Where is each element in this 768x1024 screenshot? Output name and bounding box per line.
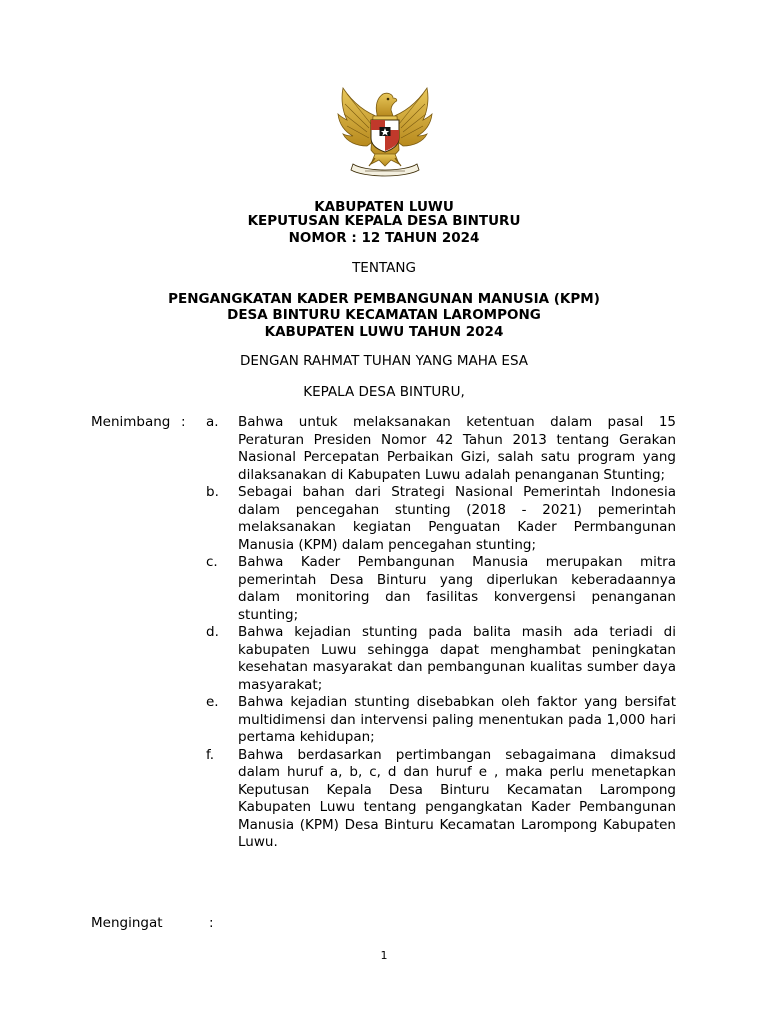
mengingat-colon: : [209,915,214,931]
menimbang-item-e [206,694,676,747]
item-text: Sebagai bahan dari Strategi Nasional Pemerintah Indonesia dalam pencegahan stunting (2018 - 2021) pemerintah melaksanakan kegiatan Penguatan Kader Permbangunan Manusia (KPM) dalam pencegahan stunting; [238,484,676,553]
subject-line-1: PENGANGKATAN KADER PEMBANGUNAN MANUSIA (KPM) [168,291,600,307]
garuda-pancasila-emblem-icon [335,84,435,178]
menimbang-list [206,414,676,852]
mengingat-label: Mengingat [91,915,163,931]
subject-line-2: DESA BINTURU KECAMATAN LAROMPONG [227,307,541,323]
item-text: Bahwa berdasarkan pertimbangan sebagaimana dimaksud dalam huruf a, b, c, d dan huruf e , maka perlu menetapkan Keputusan Kepala Desa Binturu Kecamatan Larompong Kabupaten Luwu tentang pengangkatan Kader Pembangunan Manusia (KPM) Desa Binturu Kecamatan Larompong Kabupaten Luwu. [238,746,676,850]
menimbang-item-d [206,624,676,694]
menimbang-colon: : [181,414,186,430]
item-letter: d. [206,624,219,640]
item-text: Bahwa kejadian stunting disebabkan oleh faktor yang bersifat multidimensi dan intervensi paling menentukan pada 1,000 hari pertama kehidupan; [238,694,676,745]
menimbang-label: Menimbang [91,414,171,430]
item-letter: b. [206,484,219,500]
header-line-decree-title: KEPUTUSAN KEPALA DESA BINTURU [247,213,521,229]
item-text: Bahwa untuk melaksanakan ketentuan dalam pasal 15 Peraturan Presiden Nomor 42 Tahun 2013 tentang Gerakan Nasional Percepatan Perbaikan Gizi, salah satu program yang dilaksanakan di Kabupaten Luwu adalah penanganan Stunting; [238,414,676,483]
page-number: 1 [380,949,388,962]
kepala-desa-line: KEPALA DESA BINTURU, [303,384,465,400]
header-line-regency: KABUPATEN LUWU [314,199,454,215]
menimbang-item-a [206,414,676,484]
menimbang-item-b [206,484,676,554]
header-line-decree-number: NOMOR : 12 TAHUN 2024 [288,230,480,246]
menimbang-item-f [206,747,676,852]
item-letter: e. [206,694,219,710]
item-text: Bahwa Kader Pembangunan Manusia merupakan mitra pemerintah Desa Binturu yang diperlukan keberadaannya dalam monitoring dan fasilitas konvergensi penanganan stunting; [238,554,676,623]
menimbang-item-c [206,554,676,624]
item-letter: c. [206,554,218,570]
subject-line-3: KABUPATEN LUWU TAHUN 2024 [264,324,504,340]
item-letter: a. [206,414,219,430]
item-letter: f. [206,746,215,763]
item-text: Bahwa kejadian stunting pada balita masih ada teriadi di kabupaten Luwu sehingga dapat menghambat peningkatan kesehatan masyarakat dan pembangunan kualitas sumber daya masyarakat; [238,624,676,693]
rahmat-line: DENGAN RAHMAT TUHAN YANG MAHA ESA [239,353,529,369]
tentang-heading: TENTANG [352,260,416,276]
